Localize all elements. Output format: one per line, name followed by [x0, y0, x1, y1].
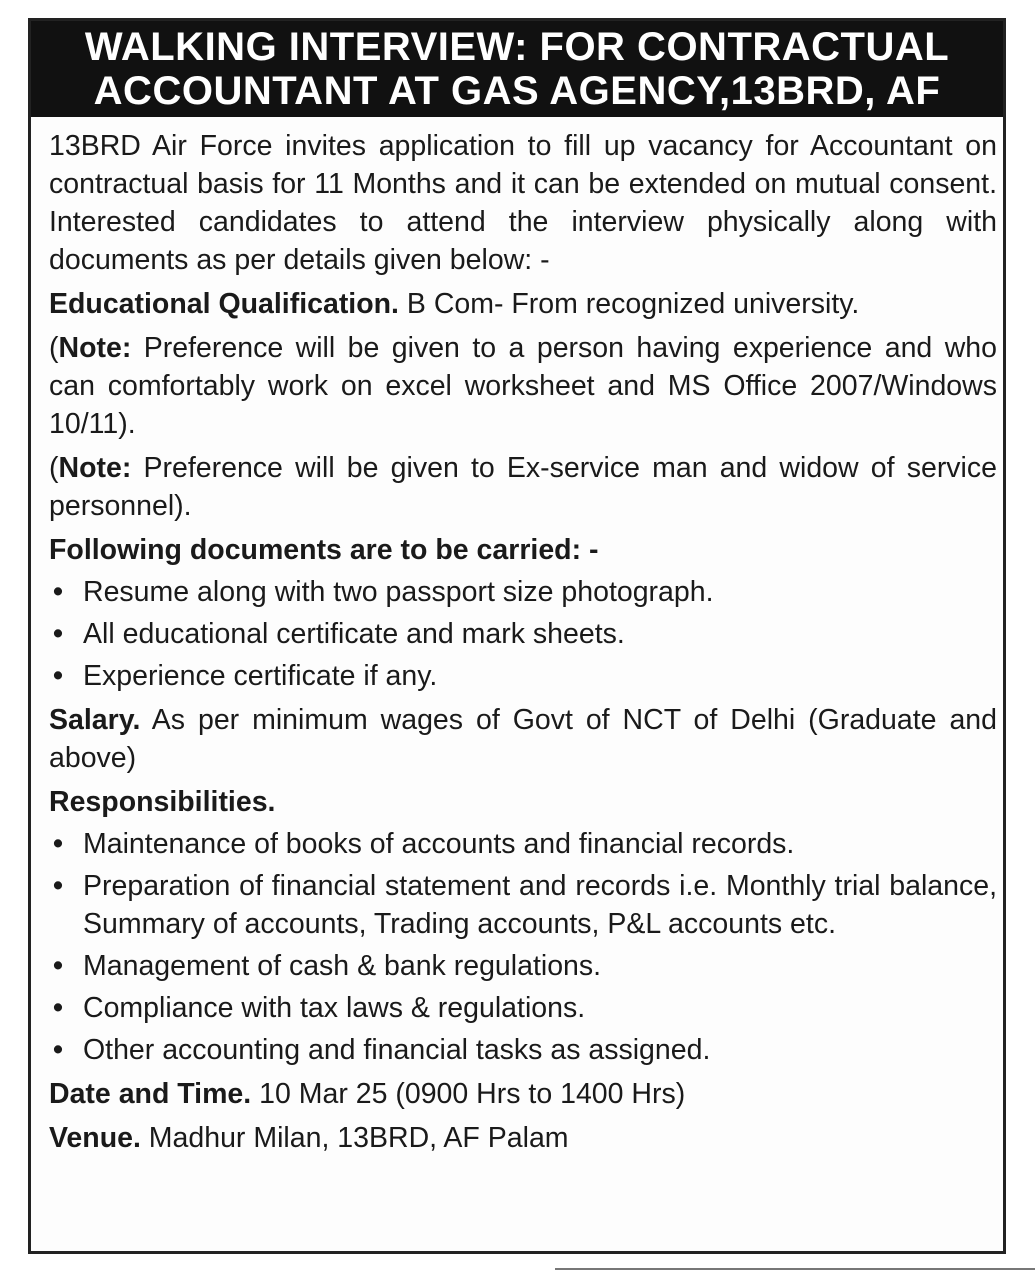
bullet-icon: • [53, 1034, 63, 1066]
salary-paragraph [49, 701, 997, 777]
date-time-text: 10 Mar 25 (0900 Hrs to 1400 Hrs) [251, 1078, 686, 1110]
date-time-label: Date and Time. [49, 1078, 252, 1110]
list-item [49, 867, 997, 943]
list-item-text: Preparation of financial statement and records i.e. Monthly trial balance, Summary of accounts, Trading accounts, P&L accounts etc. [83, 870, 997, 940]
qualification-label: Educational Qualification. [49, 288, 399, 320]
responsibilities-heading: Responsibilities. [49, 786, 276, 818]
venue-text: Madhur Milan, 13BRD, AF Palam [140, 1122, 569, 1154]
list-item-text: Compliance with tax laws & regulations. [83, 992, 586, 1024]
note-ex-service [49, 449, 997, 525]
documents-heading: Following documents are to be carried: - [49, 534, 599, 566]
bullet-icon: • [53, 950, 63, 982]
list-item-text: Resume along with two passport size photograph. [83, 576, 714, 608]
responsibilities-list [49, 825, 997, 1069]
salary-label: Salary. [49, 704, 141, 736]
documents-list [49, 573, 997, 695]
list-item-text: Management of cash & bank regulations. [83, 950, 602, 982]
bullet-icon: • [53, 576, 63, 608]
note-open-paren: ( [49, 452, 59, 484]
qualification-text: B Com- From recognized university. [398, 288, 860, 320]
note-open-paren: ( [49, 332, 59, 364]
bullet-icon: • [53, 618, 63, 650]
qualification-paragraph [49, 285, 997, 323]
page-divider [555, 1268, 1035, 1270]
advertisement [28, 18, 1006, 1254]
intro-paragraph: 13BRD Air Force invites application to fill up vacancy for Accountant on contractual basis for 11 Months and it can be extended on mutual consent. Interested candidates to attend the interview physically along with documents as per details given below: - [49, 130, 997, 276]
list-item [49, 615, 997, 653]
list-item [49, 825, 997, 863]
note-text: Preference will be given to a person having experience and who can comfortably work on excel worksheet and MS Office 2007/Windows 10/11). [49, 332, 997, 440]
list-item [49, 1031, 997, 1069]
bullet-icon: • [53, 660, 63, 692]
title-line-2: ACCOUNTANT AT GAS AGENCY,13BRD, AF [93, 69, 941, 113]
list-item-text: All educational certificate and mark sheets. [83, 618, 625, 650]
bullet-icon: • [53, 870, 63, 902]
venue-label: Venue. [49, 1122, 141, 1154]
list-item-text: Experience certificate if any. [83, 660, 438, 692]
note-experience [49, 329, 997, 443]
venue-paragraph [49, 1119, 997, 1157]
title-line-1: WALKING INTERVIEW: FOR CONTRACTUAL [84, 25, 950, 69]
note-text: Preference will be given to Ex-service man and widow of service personnel). [49, 452, 997, 522]
list-item [49, 989, 997, 1027]
list-item-text: Maintenance of books of accounts and financial records. [83, 828, 795, 860]
date-time-paragraph [49, 1075, 997, 1113]
list-item-text: Other accounting and financial tasks as assigned. [83, 1034, 711, 1066]
title-banner [31, 21, 1003, 117]
note-label: Note: [58, 332, 132, 364]
list-item [49, 657, 997, 695]
bullet-icon: • [53, 992, 63, 1024]
list-item [49, 947, 997, 985]
note-label: Note: [58, 452, 132, 484]
ad-body [31, 117, 1003, 1157]
list-item [49, 573, 997, 611]
bullet-icon: • [53, 828, 63, 860]
salary-text: As per minimum wages of Govt of NCT of Delhi (Graduate and above) [49, 704, 997, 774]
